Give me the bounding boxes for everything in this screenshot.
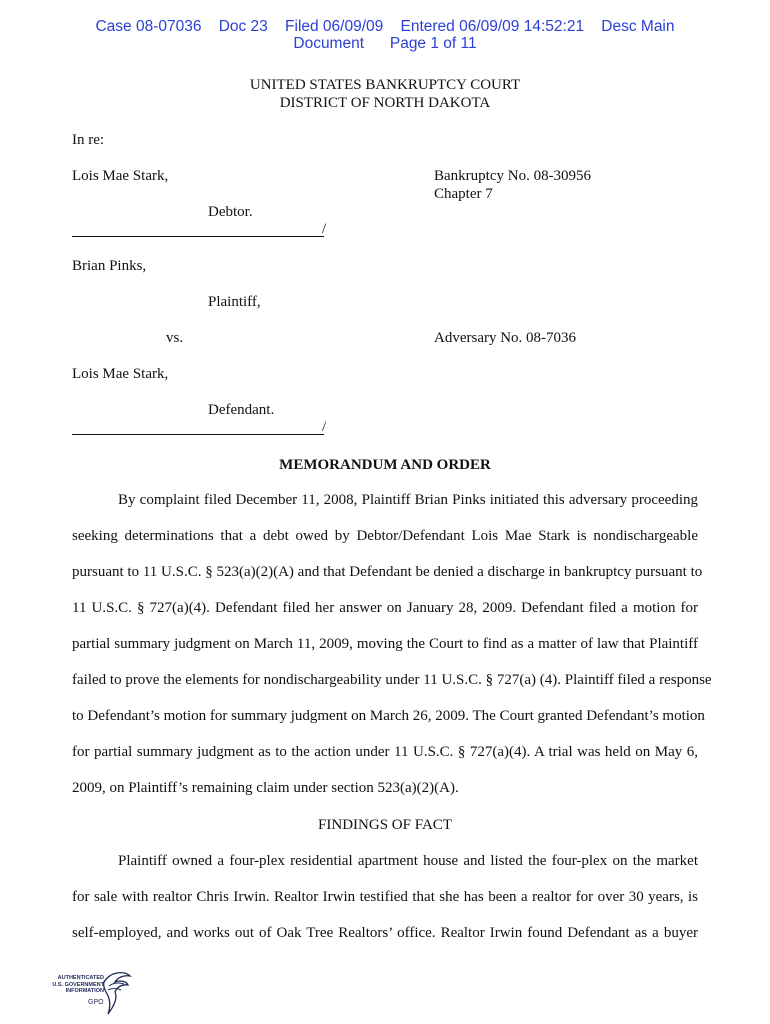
logo-text: AUTHENTICATED U.S. GOVERNMENT INFORMATION xyxy=(52,975,104,994)
plaintiff-role: Plaintiff, xyxy=(208,294,261,310)
findings-title: FINDINGS OF FACT xyxy=(318,817,452,833)
memo-title: MEMORANDUM AND ORDER xyxy=(279,457,491,473)
eagle-icon xyxy=(100,970,134,1018)
debtor-role: Debtor. xyxy=(208,204,253,220)
text-line: to Defendant’s motion for summary judgment on March 26, 2009. The Court granted Defendant’s motion xyxy=(72,708,705,724)
defendant-name: Lois Mae Stark, xyxy=(72,366,169,382)
text-line: failed to prove the elements for nondischargeability under 11 U.S.C. § 727(a) (4). Plaintiff filed a response xyxy=(72,672,712,688)
text-line: partial summary judgment on March 11, 2009, moving the Court to find as a matter of law that Plaintiff xyxy=(72,636,698,652)
text-line: pursuant to 11 U.S.C. § 523(a)(2)(A) and that Defendant be denied a discharge in bankruptcy pursuant to xyxy=(72,564,703,580)
caption-slash-1: / xyxy=(322,221,327,237)
gpo-label: GPO xyxy=(88,999,104,1006)
text-line: self-employed, and works out of Oak Tree Realtors’ office. Realtor Irwin found Defendant as a buyer xyxy=(72,925,698,941)
ecf-header-line1: Case 08-07036 Doc 23 Filed 06/09/09 Entered 06/09/09 14:52:21 Desc Main xyxy=(95,18,675,35)
court-district: DISTRICT OF NORTH DAKOTA xyxy=(279,95,491,111)
paragraph-intro xyxy=(72,492,712,816)
text-line: for partial summary judgment as to the action under 11 U.S.C. § 727(a)(4). A trial was held on May 6, xyxy=(72,744,698,760)
caption-divider-1 xyxy=(72,236,324,237)
ecf-header-line2: Document Page 1 of 11 xyxy=(293,35,477,52)
text-line: for sale with realtor Chris Irwin. Realtor Irwin testified that she has been a realtor for over 30 years, is xyxy=(72,889,698,905)
text-line: By complaint filed December 11, 2008, Plaintiff Brian Pinks initiated this adversary proceeding xyxy=(118,492,698,508)
caption-divider-2 xyxy=(72,434,324,435)
bankruptcy-number: Bankruptcy No. 08-30956 xyxy=(434,168,592,184)
court-name: UNITED STATES BANKRUPTCY COURT xyxy=(249,77,521,93)
text-line: seeking determinations that a debt owed by Debtor/Defendant Lois Mae Stark is nondischargeable xyxy=(72,528,698,544)
caption-slash-2: / xyxy=(322,419,327,435)
text-line: 2009, on Plaintiff’s remaining claim under section 523(a)(2)(A). xyxy=(72,780,459,796)
defendant-role: Defendant. xyxy=(208,402,275,418)
text-line: 11 U.S.C. § 727(a)(4). Defendant filed her answer on January 28, 2009. Defendant filed a motion for xyxy=(72,600,698,616)
plaintiff-name: Brian Pinks, xyxy=(72,258,147,274)
gpo-authentication-logo xyxy=(44,970,134,1018)
paragraph-findings xyxy=(72,853,698,961)
chapter: Chapter 7 xyxy=(434,186,493,202)
versus: vs. xyxy=(166,330,184,346)
in-re-label: In re: xyxy=(72,132,105,148)
debtor-name: Lois Mae Stark, xyxy=(72,168,169,184)
text-line: Plaintiff owned a four-plex residential apartment house and listed the four-plex on the market xyxy=(118,853,698,869)
adversary-number: Adversary No. 08-7036 xyxy=(434,330,577,346)
